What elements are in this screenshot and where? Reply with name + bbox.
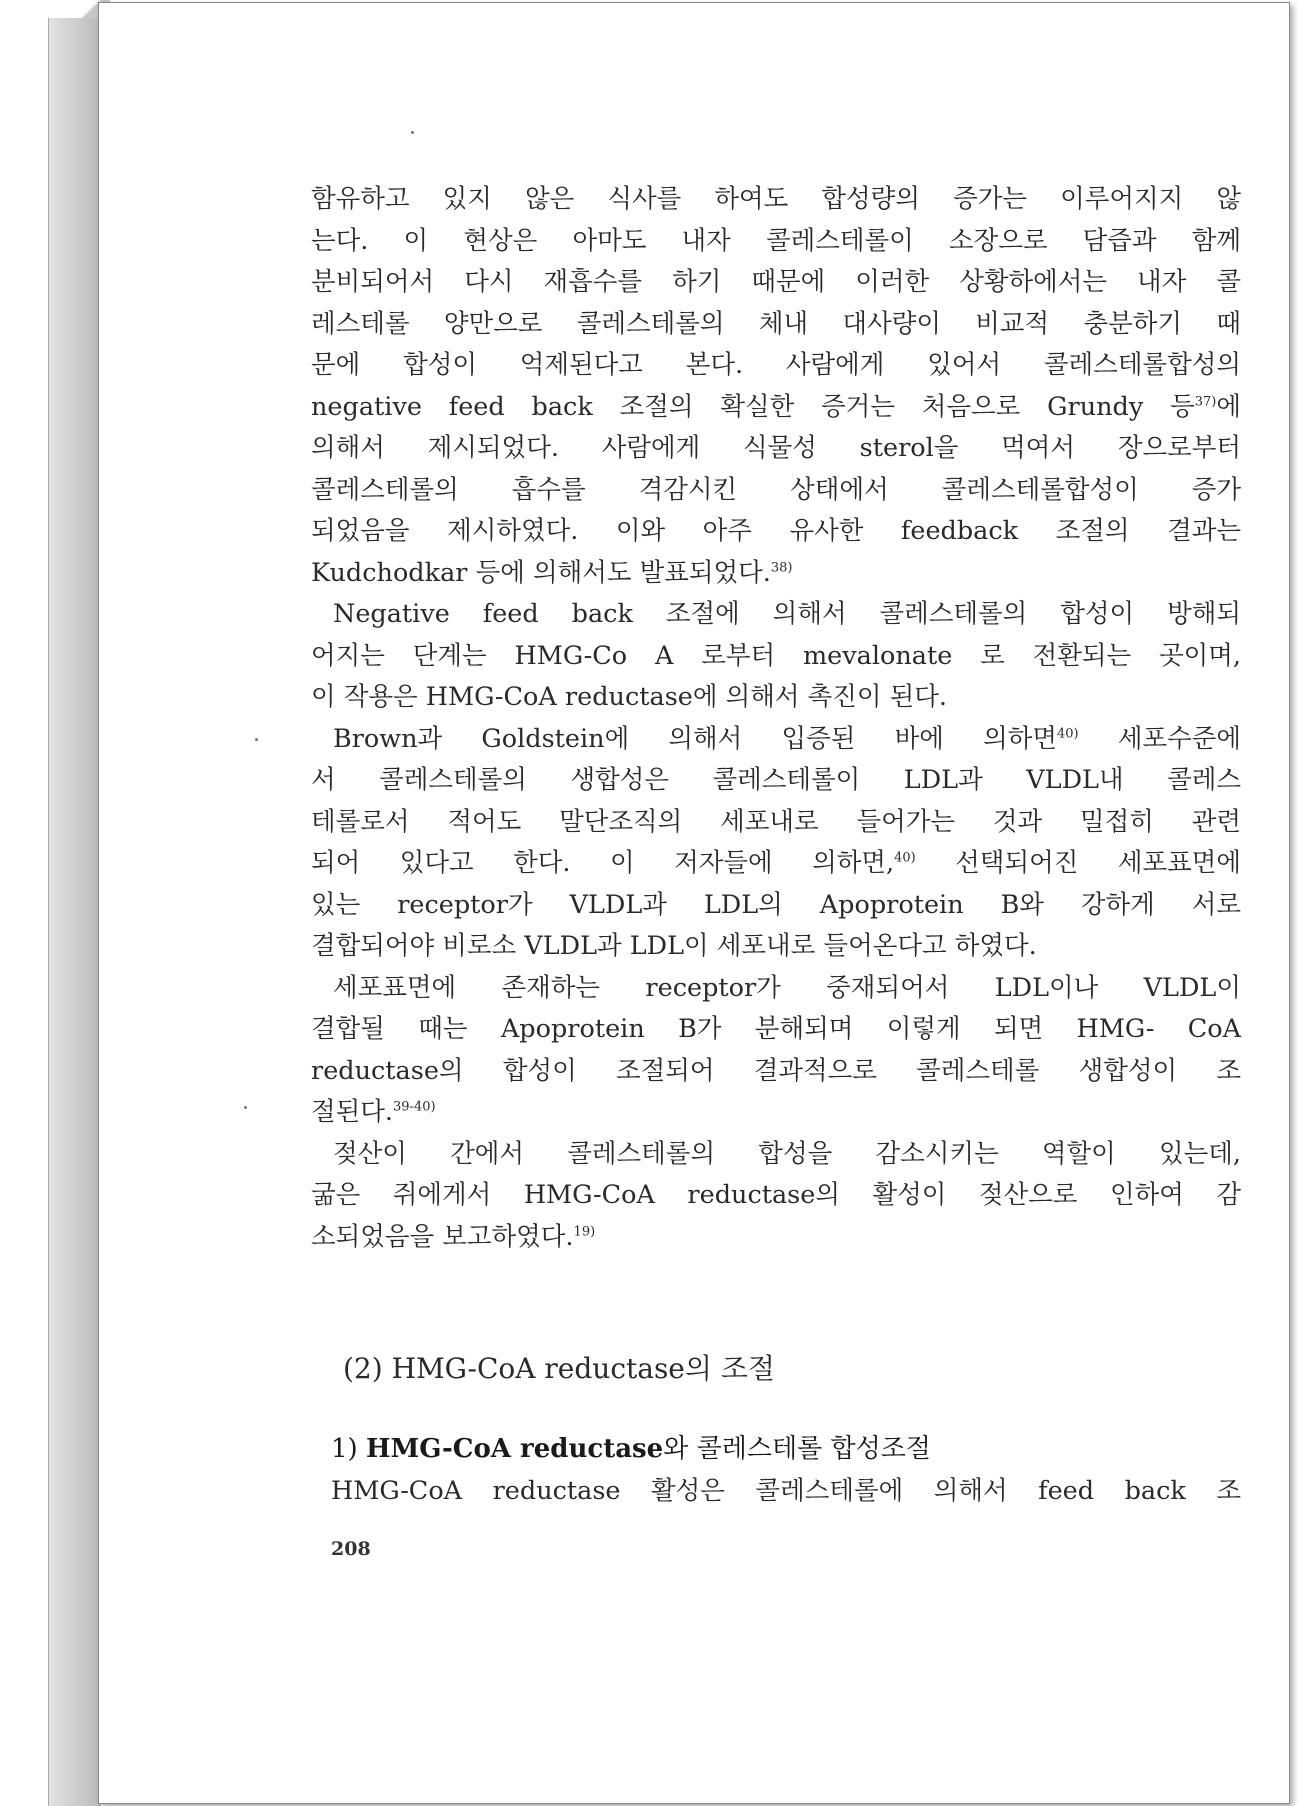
text-line: 굶은 쥐에게서 HMG-CoA reductase의 활성이 젖산으로 인하여 감 <box>311 1180 1241 1210</box>
text-line <box>311 843 1241 885</box>
paragraph-5 <box>311 1134 1241 1259</box>
text-line: 되었음을 제시하였다. 이와 아주 유사한 feedback 조절의 결과는 <box>311 516 1241 546</box>
text-line: 이 작용은 HMG-CoA reductase에 의해서 촉진이 된다. <box>311 682 947 712</box>
text-line <box>311 553 1241 595</box>
text-line: 서 콜레스테롤의 생합성은 콜레스테롤이 LDL과 VLDL내 콜레스 <box>311 765 1241 795</box>
text-line: 의해서 제시되었다. 사람에게 식물성 sterol을 먹여서 장으로부터 <box>311 433 1241 463</box>
text-line <box>311 1217 1241 1259</box>
text-span: 소되었음을 보고하였다. <box>311 1221 574 1252</box>
text-line <box>311 1092 1241 1134</box>
text-line <box>311 387 1241 429</box>
text-line: 레스테롤 양만으로 콜레스테롤의 체내 대사량이 비교적 충분하기 때 <box>311 308 1241 339</box>
text-span: 되어 있다고 한다. 이 저자들에 의하면, <box>311 848 895 878</box>
subsection-bold-term: HMG-CoA reductase <box>365 1434 664 1464</box>
body-text <box>311 179 1241 1258</box>
paragraph-4 <box>311 968 1241 1134</box>
subsection-number: 1) <box>331 1434 358 1464</box>
text-line: 문에 합성이 억제된다고 본다. 사람에게 있어서 콜레스테롤합성의 <box>311 350 1241 380</box>
text-span: negative feed back 조절의 확실한 증거는 처음으로 Grundy 등 <box>311 391 1195 422</box>
text-line: 세포표면에 존재하는 receptor가 중재되어서 LDL이나 VLDL이 <box>333 972 1241 1003</box>
paragraph-1 <box>311 179 1241 594</box>
text-line: 콜레스테롤의 흡수를 격감시킨 상태에서 콜레스테롤합성이 증가 <box>311 474 1241 505</box>
print-speck <box>244 1106 247 1109</box>
book-page <box>98 2 1290 1804</box>
reference-superscript: 40) <box>1057 726 1079 741</box>
text-line: reductase의 합성이 조절되어 결과적으로 콜레스테롤 생합성이 조 <box>311 1055 1241 1086</box>
text-span: 세포수준에 <box>1078 723 1241 754</box>
book-spine <box>48 18 101 1806</box>
reference-superscript: 37) <box>1194 394 1217 409</box>
text-span: 절된다. <box>311 1097 394 1127</box>
text-line: HMG-CoA reductase 활성은 콜레스테롤에 의해서 feed back 조 <box>331 1476 1241 1506</box>
text-line: 있는 receptor가 VLDL과 LDL의 Apoprotein B와 강하게 서로 <box>311 889 1241 920</box>
paragraph-3 <box>311 719 1241 968</box>
text-line: 는다. 이 현상은 아마도 내자 콜레스테롤이 소장으로 담즙과 함께 <box>311 225 1241 256</box>
section-heading: (2) HMG-CoA reductase의 조절 <box>343 1352 775 1385</box>
text-span: 에 <box>1216 391 1241 422</box>
text-span: 선택되어진 세포표면에 <box>915 848 1241 878</box>
reference-superscript: 39-40) <box>393 1099 436 1115</box>
subsection-heading <box>331 1428 931 1465</box>
print-speck <box>255 738 258 741</box>
text-line <box>311 719 1241 761</box>
text-line: Negative feed back 조절에 의해서 콜레스테롤의 합성이 방해되 <box>333 599 1241 629</box>
text-line: 어지는 단계는 HMG-Co A 로부터 mevalonate 로 전환되는 곳이며, <box>311 640 1241 671</box>
text-line: 함유하고 있지 않은 식사를 하여도 합성량의 증가는 이루어지지 않 <box>311 184 1241 214</box>
text-line: 테롤로서 적어도 말단조직의 세포내로 들어가는 것과 밀접히 관련 <box>311 806 1241 837</box>
text-line: 결합되어야 비로소 VLDL과 LDL이 세포내로 들어온다고 하였다. <box>311 931 1037 961</box>
print-speck <box>411 131 414 134</box>
text-line: 젖산이 간에서 콜레스테롤의 합성을 감소시키는 역할이 있는데, <box>333 1138 1241 1169</box>
text-line: 결합될 때는 Apoprotein B가 분해되며 이렇게 되면 HMG- CoA <box>311 1014 1241 1044</box>
text-span: Kudchodkar 등에 의해서도 발표되었다. <box>311 557 771 588</box>
text-span: Brown과 Goldstein에 의해서 입증된 바에 의하면 <box>333 723 1057 754</box>
subsection-title-rest: 와 콜레스테롤 합성조절 <box>663 1434 931 1464</box>
page-number: 208 <box>331 1538 371 1560</box>
text-line: 분비되어서 다시 재흡수를 하기 때문에 이러한 상황하에서는 내자 콜 <box>311 267 1241 297</box>
reference-superscript: 19) <box>573 1224 596 1239</box>
reference-superscript: 38) <box>770 560 793 575</box>
paragraph-2 <box>311 594 1241 719</box>
reference-superscript: 40) <box>894 850 916 866</box>
